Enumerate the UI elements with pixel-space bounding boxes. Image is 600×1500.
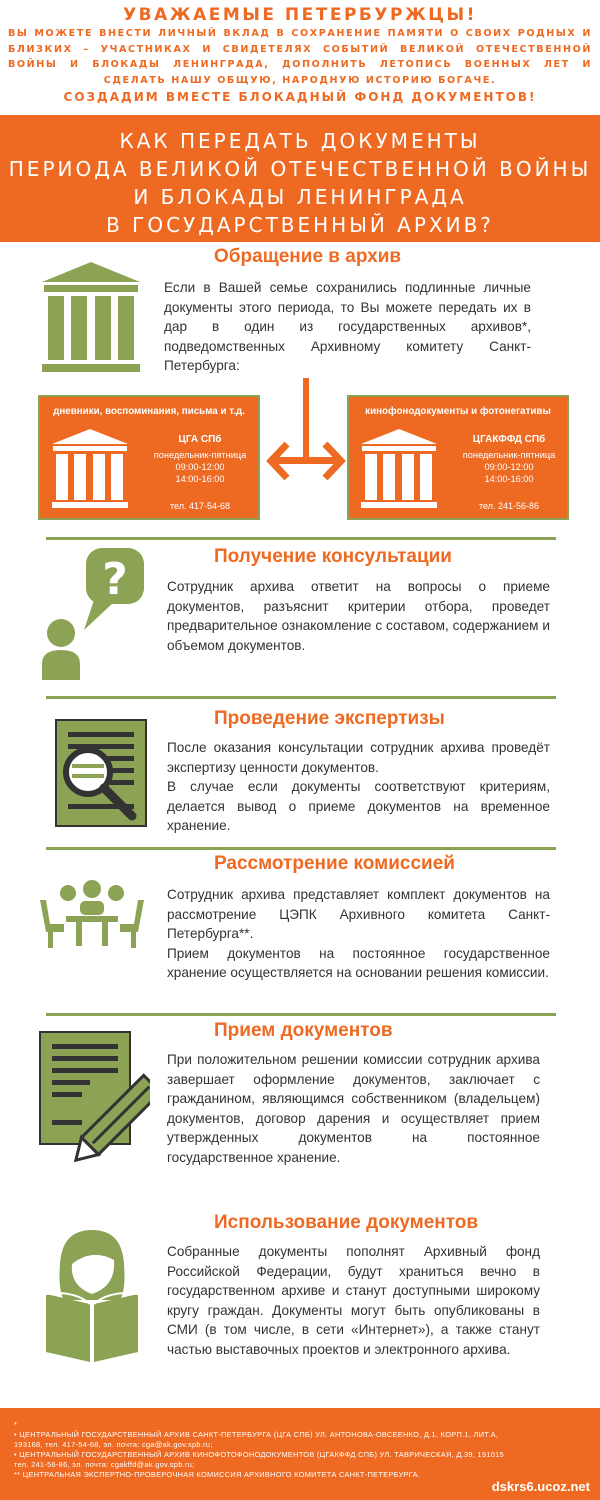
section-text-expertise: [167, 738, 550, 836]
section-title-usage: Использование документов: [214, 1212, 479, 1233]
archive-building-icon: [359, 429, 439, 509]
magnifier-document-icon: [54, 718, 148, 828]
expertise-paragraph: В случае если документы соответствуют критериям, делается вывод о приеме документов на временное хранение.: [167, 779, 550, 834]
archive-name: ЦГА СПб: [178, 434, 222, 445]
footer-note: тел. 241-56-86, эл. почта: cgakffd@ak.gov.spb.ru;: [14, 1460, 195, 1469]
banner-line: И БЛОКАДЫ ЛЕНИНГРАДА: [133, 185, 467, 209]
footer-note: • ЦЕНТРАЛЬНЫЙ ГОСУДАРСТВЕННЫЙ АРХИВ КИНОФОТОФОНОДОКУМЕНТОВ (ЦГАКФФД СПБ) УЛ. ТАВРИЧЕСКАЯ, Д.39, 191015: [14, 1450, 504, 1459]
svg-text:?: ?: [102, 554, 128, 605]
section-title-commission: Рассмотрение комиссией: [214, 853, 455, 874]
document-pen-icon: [38, 1030, 150, 1162]
section-text-acceptance: При положительном решении комиссии сотрудник архива завершает оформление документов, заключает с гражданином, являющимся собственником (владельцем) документов, договор дарения и осуществляет прием утвержденных документов на постоянное государственное хранение.: [167, 1052, 540, 1165]
intro-subtitle: СОЗДАДИМ ВМЕСТЕ БЛОКАДНЫЙ ФОНД ДОКУМЕНТОВ!: [63, 90, 537, 105]
banner-line: ПЕРИОДА ВЕЛИКОЙ ОТЕЧЕСТВЕННОЙ ВОЙНЫ: [8, 157, 592, 181]
section-divider: [46, 696, 556, 699]
section-title-appeal: Обращение в архив: [214, 246, 402, 267]
section-text-usage: Собранные документы пополнят Архивный фонд Российской Федерации, будут храниться вечно в государственном архиве и станут доступными широкому кругу граждан. Документы могут быть опубликованы в СМИ (в том числе, в сети «Интернет»), а также станут частью выставочных проектов и электронного архива.: [167, 1244, 540, 1357]
banner-line: КАК ПЕРЕДАТЬ ДОКУМЕНТЫ: [119, 129, 481, 153]
reader-book-icon: [44, 1230, 140, 1362]
section-title-consultation: Получение консультации: [214, 546, 452, 567]
footer-star: *: [14, 1420, 18, 1429]
commission-paragraph: Сотрудник архива представляет комплект документов на рассмотрение ЦЭПК Архивного комитета Санкт-Петербурга**.: [167, 887, 550, 942]
section-divider: [46, 847, 556, 850]
archive-hours: 14:00-16:00: [175, 474, 225, 484]
archive-hours: 14:00-16:00: [484, 474, 534, 484]
archive-phone: тел. 241-56-86: [478, 501, 539, 511]
intro-header: [0, 0, 600, 115]
archive-name: ЦГАКФФД СПб: [472, 434, 546, 445]
intro-text: ВЫ МОЖЕТЕ ВНЕСТИ ЛИЧНЫЙ ВКЛАД В СОХРАНЕНИЕ ПАМЯТИ О СВОИХ РОДНЫХ И БЛИЗКИХ – УЧАСТНИКАХ И СВИДЕТЕЛЯХ СОБЫТИЙ ВЕЛИКОЙ ОТЕЧЕСТВЕННОЙ ВОЙНЫ И БЛОКАДЫ ЛЕНИНГРАДА, ДОПОЛНИТЬ ЛЕТОПИСЬ ВОЕННЫХ ЛЕТ И СДЕЛАТЬ НАШУ ОБЩУЮ, НАРОДНУЮ ИСТОРИЮ БОГАЧЕ.: [8, 28, 592, 86]
archive-building-icon: [50, 429, 130, 509]
meeting-table-icon: [36, 880, 148, 950]
archive-card-heading: кинофонодокументы и фотонегативы: [365, 406, 551, 417]
section-text-commission: [167, 885, 550, 983]
question-person-icon: [40, 548, 146, 680]
archive-building-icon: [40, 262, 142, 374]
archive-card-heading: дневники, воспоминания, письма и т.д.: [53, 406, 245, 417]
section-divider: [46, 537, 556, 540]
main-question-banner: [0, 115, 600, 242]
archive-phone: тел. 417-54-68: [169, 501, 230, 511]
section-title-acceptance: Прием документов: [214, 1020, 393, 1041]
archive-card-cgakffd: [347, 395, 569, 520]
archive-days: понедельник-пятница: [153, 450, 247, 460]
double-arrow-icon: [265, 378, 347, 498]
footer-note: • ЦЕНТРАЛЬНЫЙ ГОСУДАРСТВЕННЫЙ АРХИВ САНКТ-ПЕТЕРБУРГА (ЦГА СПБ) УЛ. АНТОНОВА-ОВСЕЕНКО, Д.1, КОРП.1, ЛИТ.А,: [14, 1430, 499, 1439]
site-watermark: dskrs6.ucoz.net: [491, 1479, 590, 1494]
section-title-expertise: Проведение экспертизы: [214, 708, 445, 729]
section-text-appeal: Если в Вашей семье сохранились подлинные личные документы этого периода, то Вы можете передать их в дар в один из государственных архивов*, подведомственных Архивному комитету Санкт-Петербурга:: [164, 280, 531, 374]
archive-hours: 09:00-12:00: [484, 462, 534, 472]
archive-days: понедельник-пятница: [462, 450, 556, 460]
archive-card-cga: [38, 395, 260, 520]
footer-note: 193168, тел. 417-54-68, эл. почта: cga@ak.gov.spb.ru;: [14, 1440, 213, 1449]
commission-paragraph: Прием документов на постоянное государственное хранение осуществляется на основании решения комиссии.: [167, 945, 550, 981]
intro-title: УВАЖАЕМЫЕ ПЕТЕРБУРЖЦЫ!: [123, 5, 477, 25]
section-text-consultation: Сотрудник архива ответит на вопросы о приеме документов, разъяснит критерии отбора, проведет предварительное ознакомление с составом, содержанием и объемом документов.: [167, 579, 550, 653]
banner-line: В ГОСУДАРСТВЕННЫЙ АРХИВ?: [106, 213, 494, 237]
expertise-paragraph: После оказания консультации сотрудник архива проведёт экспертизу ценности документов.: [167, 740, 550, 775]
footer-note: ** ЦЕНТРАЛЬНАЯ ЭКСПЕРТНО-ПРОВЕРОЧНАЯ КОМИССИЯ АРХИВНОГО КОМИТЕТА САНКТ-ПЕТЕРБУРГА.: [14, 1470, 421, 1479]
footer-notes: [0, 1408, 600, 1500]
archive-hours: 09:00-12:00: [175, 462, 225, 472]
section-divider: [46, 1013, 556, 1016]
